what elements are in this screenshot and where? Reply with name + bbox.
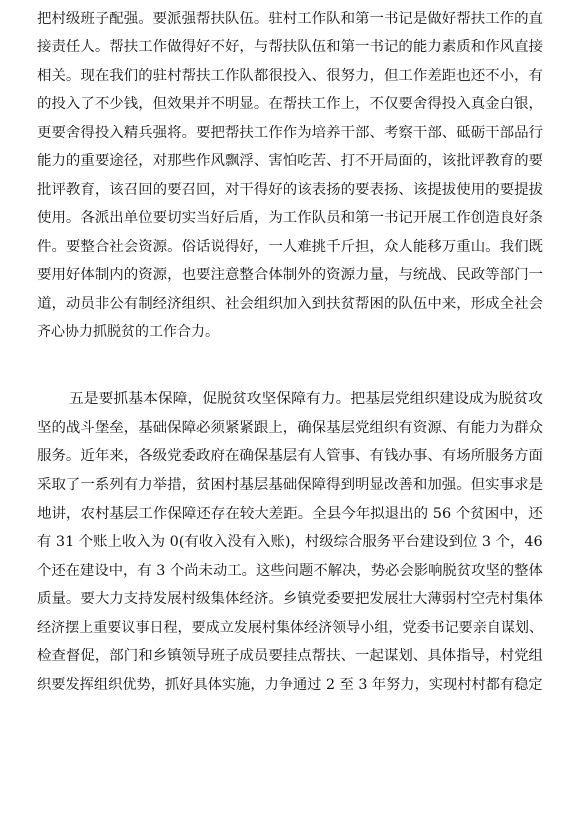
paragraph-2-line: 有 31 个账上收入为 0(有收入没有入账)，村级综合服务平台建设到位 3 个，46 xyxy=(37,534,543,550)
paragraph-2-line: 质量。要大力支持发展村级集体经济。乡镇党委要把发展壮大薄弱村空壳村集体 xyxy=(37,591,543,607)
paragraph-2-line: 个还在建设中，有 3 个尚未动工。这些问题不解决，势必会影响脱贫攻坚的整体 xyxy=(37,563,543,579)
paragraph-1-line: 能力的重要途径，对那些作风飘浮、害怕吃苦、打不开局面的，该批评教育的要 xyxy=(37,153,543,169)
paragraph-1-line: 接责任人。帮扶工作做得好不好，与帮扶队伍和第一书记的能力素质和作风直接 xyxy=(37,39,543,55)
paragraph-2-line: 五是要抓基本保障，促脱贫攻坚保障有力。把基层党组织建设成为脱贫攻 xyxy=(69,391,543,407)
paragraph-2-line: 检查督促，部门和乡镇领导班子成员要挂点帮扶、一起谋划、具体指导，村党组 xyxy=(37,648,543,664)
paragraph-1-line: 的投入了不少钱，但效果并不明显。在帮扶工作上，不仅要舍得投入真金白银， xyxy=(37,96,543,112)
paragraph-1-line: 相关。现在我们的驻村帮扶工作队都很投入、很努力，但工作差距也还不小，有 xyxy=(37,68,543,84)
paragraph-2-line: 织要发挥组织优势，抓好具体实施，力争通过 2 至 3 年努力，实现村村都有稳定 xyxy=(37,677,543,693)
paragraph-1-line: 更要舍得投入精兵强将。要把帮扶工作作为培养干部、考察干部、砥砺干部品行 xyxy=(37,125,543,141)
paragraph-1-line: 批评教育，该召回的要召回，对干得好的该表扬的要表扬、该提拔使用的要提拔 xyxy=(37,182,543,198)
paragraph-1-line: 要用好体制内的资源，也要注意整合体制外的资源力量，与统战、民政等部门一 xyxy=(37,267,543,283)
paragraph-2-line: 地讲，农村基层工作保障还存在较大差距。全县今年拟退出的 56 个贫困中，还 xyxy=(37,506,543,522)
paragraph-1-line: 把村级班子配强。要派强帮扶队伍。驻村工作队和第一书记是做好帮扶工作的直 xyxy=(37,11,543,27)
paragraph-2-line: 服务。近年来，各级党委政府在确保基层有人管事、有钱办事、有场所服务方面 xyxy=(37,448,543,464)
paragraph-1-line: 使用。各派出单位要切实当好后盾，为工作队员和第一书记开展工作创造良好条 xyxy=(37,210,543,226)
paragraph-1-line: 齐心协力抓脱贫的工作合力。 xyxy=(37,324,219,340)
paragraph-2-line: 采取了一系列有力举措，贫困村基层基础保障得到明显改善和加强。但实事求是 xyxy=(37,477,543,493)
paragraph-2-line: 经济摆上重要议事日程，要成立发展村集体经济领导小组，党委书记要亲自谋划、 xyxy=(37,620,543,636)
paragraph-1-line: 件。要整合社会资源。俗话说得好，一人难挑千斤担，众人能移万重山。我们既 xyxy=(37,239,543,255)
paragraph-2-line: 坚的战斗堡垒，基础保障必须紧紧跟上，确保基层党组织有资源、有能力为群众 xyxy=(37,420,543,436)
paragraph-1-line: 道，动员非公有制经济组织、社会组织加入到扶贫帮困的队伍中来，形成全社会 xyxy=(37,296,543,312)
